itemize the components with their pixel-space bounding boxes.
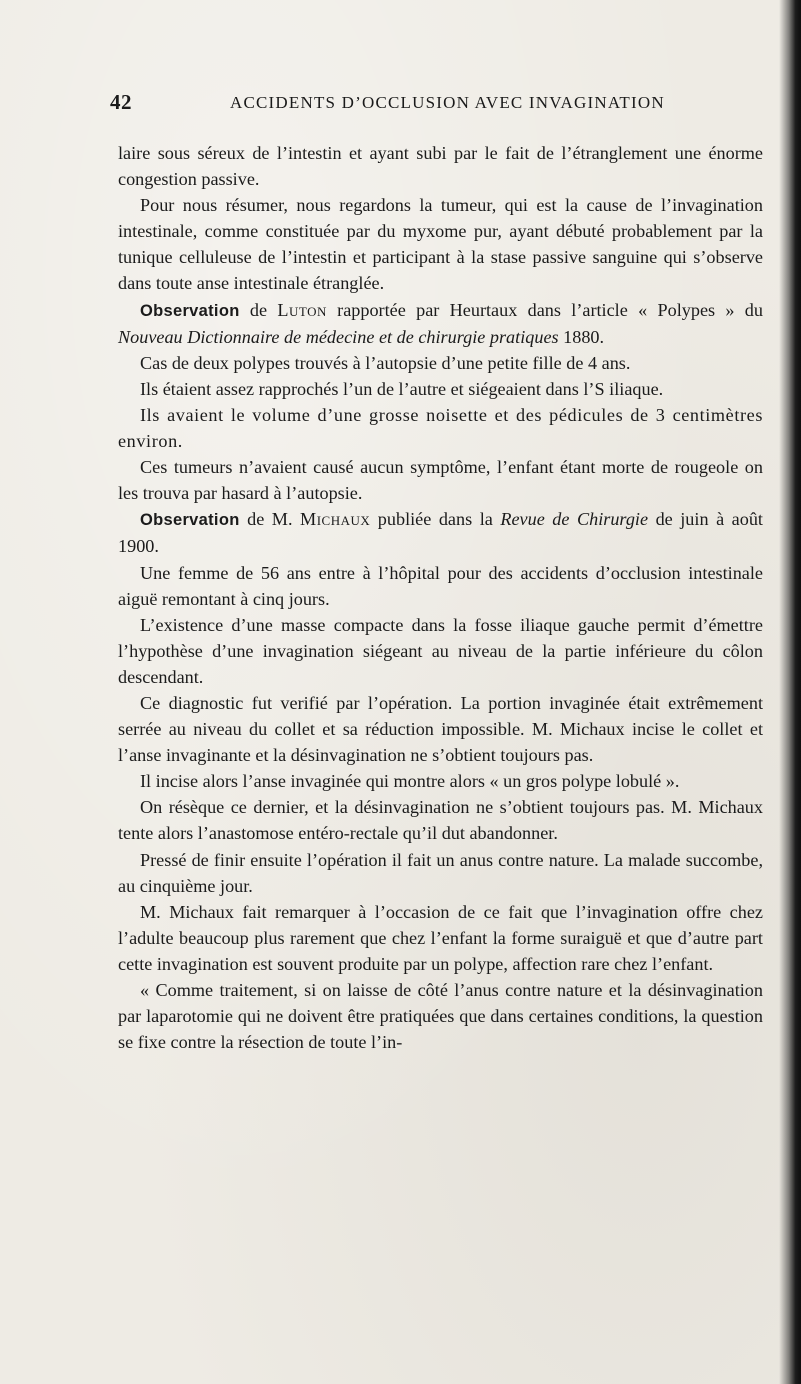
author-michaux: Michaux (300, 509, 371, 530)
paragraph-10: L’existence d’une masse compacte dans la fosse iliaque gauche permit d’émettre l’hypothèse d’une invagination siégeant au niveau de la partie inférieure du côlon descendant. (118, 614, 763, 687)
journal-title: Nouveau Dictionnaire de médecine et de chirurgie pratiques (118, 326, 559, 347)
page-header (110, 90, 760, 120)
paragraph-4: Cas de deux polypes trouvés à l’autopsie d’une petite fille de 4 ans. (140, 352, 631, 373)
paragraph-5: Ils étaient assez rapprochés l’un de l’autre et siégeaient dans l’S iliaque. (140, 378, 664, 399)
paragraph-2: Pour nous résumer, nous regardons la tumeur, qui est la cause de l’invagination intestinale, comme constituée par du myxome pur, ayant débuté probablement par la tunique celluleuse de l’intestin et participant à la stase passive sanguine qui s’observe dans toute anse intestinale étranglée. (118, 195, 763, 294)
observation-text-b: publiée dans la (370, 509, 501, 530)
observation-text-c: 1880. (558, 326, 605, 347)
paragraph-14: Pressé de finir ensuite l’opération il fait un anus contre nature. La malade succombe, au cinquième jour. (118, 849, 763, 896)
author-luton: Luton (277, 299, 327, 320)
observation-label: Observation (140, 301, 240, 320)
page-number: 42 (110, 90, 132, 114)
paragraph-6: Ils avaient le volume d’une grosse noisette et des pédicules de 3 centimètres environ. (118, 404, 763, 452)
journal-title: Revue de Chirurgie (500, 509, 649, 530)
paragraph-12: Il incise alors l’anse invaginée qui montre alors « un gros polype lobulé ». (140, 771, 680, 792)
observation-label: Observation (140, 511, 240, 530)
paragraph-7: Ces tumeurs n’avaient causé aucun symptôme, l’enfant étant morte de rougeole on les trouva par hasard à l’autopsie. (118, 457, 763, 504)
observation-michaux (118, 506, 763, 559)
observation-luton (118, 297, 763, 350)
paragraph-16: « Comme traitement, si on laisse de côté l’anus contre nature et la désinvagination par laparotomie qui ne doivent être pratiquées que dans certaines conditions, la question se fixe contre la résection de toute l’in- (118, 980, 763, 1053)
observation-text-b: rapportée par Heurtaux dans l’article « Polypes » du (326, 299, 763, 320)
paragraph-15: M. Michaux fait remarquer à l’occasion de ce fait que l’invagination offre chez l’adulte beaucoup plus rarement que chez l’enfant la forme suraiguë et que d’autre part cette invagination est souvent produite par un polype, affection rare chez l’enfant. (118, 901, 763, 974)
paragraph-11: Ce diagnostic fut verifié par l’opération. La portion invaginée était extrêmement serrée au niveau du collet et sa réduction impossible. M. Michaux incise le collet et l’anse invaginante et la désinvagination ne s’obtient toujours pas. (118, 692, 763, 766)
scan-edge-shadow (779, 0, 801, 1384)
running-title: ACCIDENTS D’OCCLUSION AVEC INVAGINATION (230, 93, 665, 112)
body-text (118, 140, 763, 1055)
paragraph-1: laire sous séreux de l’intestin et ayant subi par le fait de l’étranglement une énorme congestion passive. (118, 143, 763, 190)
observation-text-c: de juin à août 1900. (118, 509, 763, 557)
observation-text-a: de M. (239, 509, 301, 530)
observation-text-a: de (239, 299, 278, 320)
paragraph-9: Une femme de 56 ans entre à l’hôpital pour des accidents d’occlusion intestinale aiguë remontant à cinq jours. (118, 562, 763, 609)
paragraph-13: On résèque ce dernier, et la désinvagination ne s’obtient toujours pas. M. Michaux tente alors l’anastomose entéro-rectale qu’il dut abandonner. (118, 797, 763, 844)
